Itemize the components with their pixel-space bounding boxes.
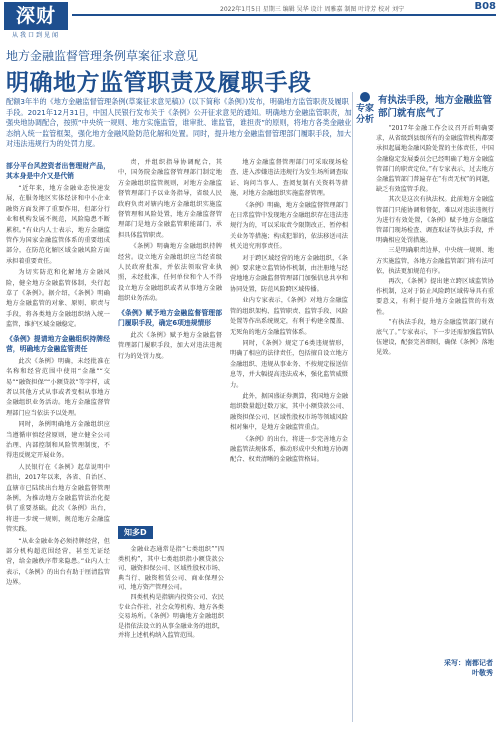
paragraph: 金融业态通常是指“七类组织”“四类机构”，其中七类组织指小额贷款公司、融资担保公司、区域性股权市场、典当行、融资租赁公司、商业保理公司、地方资产管理公司。 bbox=[118, 546, 224, 592]
masthead bbox=[0, 0, 500, 39]
paragraph: “近年来，地方金融业态快速发展，在服务地区实体经济和中小企业融资方面发挥了重要作用，但部分行业和机构发展不规范，风险隐患不断累积。”有业内人士表示，地方金融监管作为国家金融监管体系的重要组成部分，在防范化解区域金融风险方面承担着重要责任。 bbox=[6, 185, 110, 265]
paragraph: 《条例》明确地方金融组织持牌经营。设立地方金融组织应当经省级人民政府批准，并依法领取营业执照，未经批准，任何单位和个人不得设立地方金融组织或者从事地方金融组织业务活动。 bbox=[118, 243, 222, 303]
edition-info: 2022年1月5日 星期三 编辑 吴华 设计 周雅嘉 制图 叶诗芳 校对 刘宁 bbox=[220, 6, 405, 13]
section-subtitle: 从我口到见闻 bbox=[11, 32, 60, 39]
paragraph: 业内专家表示，《条例》对地方金融监管的组织架构、监管职责、监管手段、风险处置等作出系统规定，有利于构建全覆盖、无死角的地方金融监管体系。 bbox=[230, 297, 348, 336]
paragraph: “有执法手段，地方金融监管部门就有底气了。”专家表示，下一步还需加强监管队伍建设，配套完善细则，确保《条例》落地见效。 bbox=[376, 318, 494, 357]
paragraph: 《条例》明确，地方金融监督管理部门在日常监管中发现地方金融组织存在违法违规行为的，可以采取责令限期改正、暂停相关业务等措施；构成犯罪的，依法移送司法机关追究刑事责任。 bbox=[230, 201, 348, 251]
paragraph: 再次，《条例》提出建立跨区域监管协作机制，这对于防止风险跨区域传导具有重要意义，有利于提升地方金融监管的有效性。 bbox=[376, 278, 494, 316]
header-rule bbox=[72, 14, 496, 16]
column-2 bbox=[118, 158, 222, 363]
commentary-title: 有执法手段，地方金融监管部门就有底气了 bbox=[378, 95, 493, 119]
paragraph: 同时，条例明确地方金融组织应当遵循审慎经营原则，建立健全公司治理、内部控制和风险管理制度，不得违反规定开展业务。 bbox=[6, 421, 110, 460]
paragraph: 责，并组织指导协调配合，其中，国务院金融监督管理部门制定地方金融组织监管规则，对地方金融监督管理部门予以业务指导，省级人民政府负责对辖内地方金融组织实施监督管理和风险处置，地方金融监督管理部门是地方金融监管职能部门，承担具体监管职责。 bbox=[118, 159, 222, 239]
expert-icon bbox=[360, 92, 370, 102]
paragraph: “从业金融业务必须持牌经营，但部分机构超范围经营，甚至无证经营，给金融秩序带来隐患。”业内人士表示，《条例》的出台有助于厘清监管边界。 bbox=[6, 537, 110, 587]
paragraph: 地方金融监督管理部门可采取现场检查、进入涉嫌违法违规行为发生场所调查取证、询问当事人、查阅复制有关资料等措施，对地方金融组织实施监督管理。 bbox=[230, 159, 348, 198]
paragraph: 此外，据国盛证券测算，我国地方金融组织数量超过数万家，其中小额贷款公司、融资担保公司、区域性股权市场等领域风险相对集中，是地方金融监管重点。 bbox=[230, 392, 348, 432]
paragraph: 其次是这次有执法权。此前地方金融监管部门只能协调和督促，难以对违法违规行为进行有效处置，《条例》赋予地方金融监管部门现场检查、调查取证等执法手段，并明确相应处罚措施。 bbox=[376, 196, 494, 245]
paragraph: 为切实防范和化解地方金融风险，健全地方金融监管体制，央行起草了《条例》。据介绍，《条例》明确地方金融监管的对象、原则、职责与手段，将各类地方金融组织纳入统一监管，维护区域金融稳定。 bbox=[6, 269, 110, 329]
paragraph: 此次《条例》赋予地方金融监督管理部门履职手段，加大对违法违规行为的处罚力度。 bbox=[118, 331, 222, 360]
subhead-2: 《条例》提请地方金融组织持牌经营，明确地方金融监管责任 bbox=[6, 334, 110, 353]
article-lede: 配额3年半的《地方金融监督管理条例(草案征求意见稿)》(以下简称《条例》)发布，明确地方监管职责及履职手段。2021年12月31日，中国人民银行发布关于《条例》公开征求意见的通知。明确地方金融监管职责，加强央地协调配合，按照“中央统一规则、地方实施监管，谁审批、谁监管，谁担责”的原则，将地方各类金融业态纳入统一监管框架，强化地方金融风险防范化解和处置。同时，提升地方金融监督管理部门履职手段，加大对违法违规行为的处罚力度。 bbox=[6, 97, 352, 148]
article-headline: 明确地方监管职责及履职手段 bbox=[6, 70, 312, 96]
article-kicker: 地方金融监督管理条例草案征求意见 bbox=[6, 49, 199, 63]
paragraph: 对于跨区域经营的地方金融组织，《条例》要求建立监管协作机制，由注册地与经营地地方金融监督管理部门加强信息共享和协同处置，防范风险跨区域传播。 bbox=[230, 254, 348, 293]
column-3 bbox=[230, 158, 348, 467]
paragraph: 三是明确职责边界，中央统一规则、地方实施监管，各地方金融监管部门将有法可依，执法更加规范有序。 bbox=[376, 247, 494, 275]
paragraph: 《条例》的出台，将进一步完善地方金融监管法规体系，推动形成中央和地方协调配合、权责清晰的金融监管格局。 bbox=[230, 435, 348, 464]
column-1 bbox=[6, 158, 110, 590]
byline: 采写：南都记者 叶敬秀 bbox=[444, 659, 493, 677]
paragraph: 同时，《条例》规定了6类违规情形，明确了相应的法律责任，包括擅自设立地方金融组织、违规从事业务、不按规定报送信息等，并大幅提高违法成本，强化监管威慑力。 bbox=[230, 339, 348, 389]
subhead-3: 《条例》赋予地方金融监督管理部门履职手段，确定6项违规情形 bbox=[118, 308, 222, 327]
commentary-body bbox=[376, 124, 494, 359]
box-body bbox=[118, 545, 224, 641]
paragraph: 四类机构是指辖内投资公司、农民专业合作社、社会众筹机构、地方各类交易场所。《条例》明确地方金融组织是指依法设立的从事金融业务的组织，并将上述机构纳入监管范围。 bbox=[118, 593, 224, 640]
paragraph: “2017年金融工作会议召开后明确要求，从省级到县级所有的金融监管机构都要承担起属地金融风险处置的主体责任，中国金融稳定发展委员会已经明确了地方金融监管部门的职责定位。”有专家表示，过去地方金融监管部门普遍存在“有责无权”的问题，缺乏有效监管手段。 bbox=[376, 125, 494, 194]
paragraph: 人民银行在《条例》起草说明中指出，2017年以来，各省、自治区、直辖市已陆续出台地方金融监督管理条例，为推动地方金融监管法治化提供了重要基础。此次《条例》出台，将进一步统一规则，规范地方金融监管实践。 bbox=[6, 463, 110, 534]
column-divider bbox=[352, 92, 353, 722]
sidebar-box bbox=[118, 520, 224, 695]
box-tag: 知多D bbox=[118, 526, 153, 539]
paragraph: 此次《条例》明确，未经批准在名称和经营范围中使用“金融”“交易”“融资担保”“小额贷款”等字样，或者以其他方式从事或者变相从事地方金融组织业务活动。地方金融监督管理部门应当依法予以处理。 bbox=[6, 357, 110, 417]
page-number: B08 bbox=[474, 1, 496, 12]
subhead-1: 部分平台风控资者出售理财产品，其本身是中介又是代销 bbox=[6, 162, 110, 180]
commentary-label: 专家分析 bbox=[356, 104, 375, 125]
section-logo: 深财 bbox=[4, 2, 68, 30]
